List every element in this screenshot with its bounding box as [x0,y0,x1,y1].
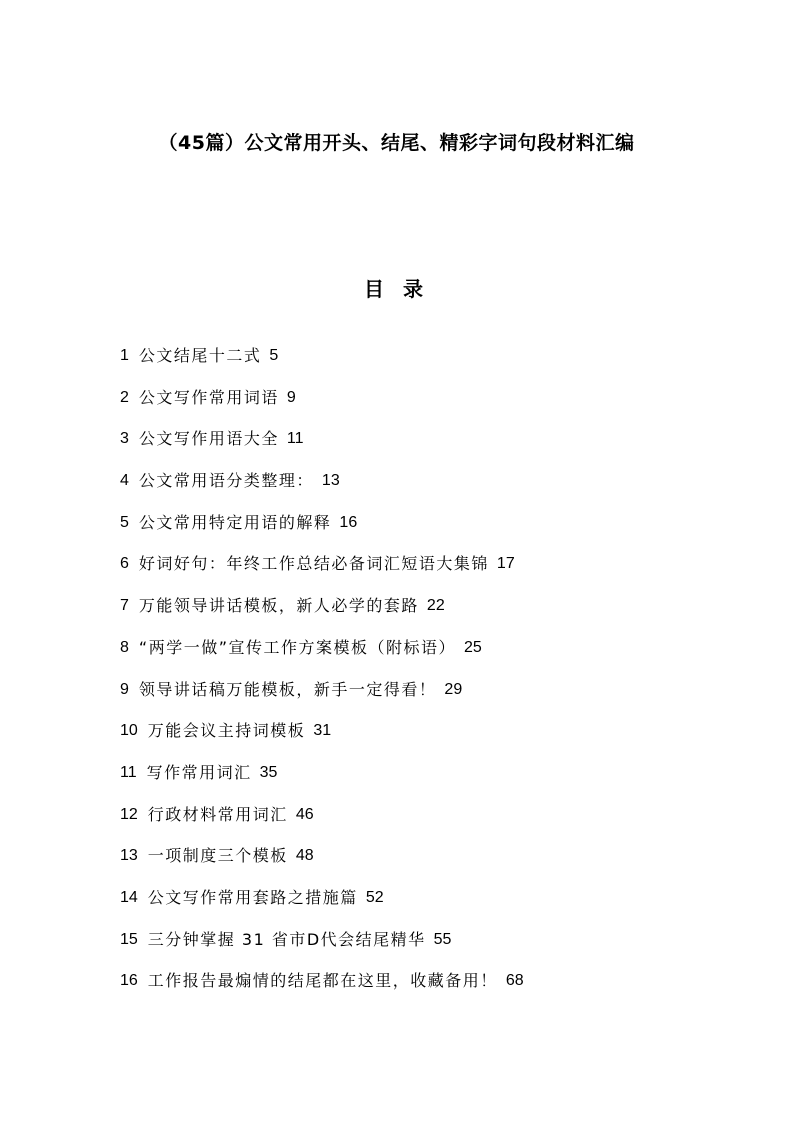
toc-entry-title: “两学一做”宣传工作方案模板（附标语） [138,637,456,657]
toc-entry-page: 55 [433,930,452,948]
toc-entry-number: 4 [120,472,129,490]
toc-entry[interactable] [120,342,740,384]
toc-entry[interactable] [120,634,740,676]
toc-entry-title: 工作报告最煽情的结尾都在这里，收藏备用！ [147,971,498,991]
toc-entry-page: 46 [295,805,314,823]
toc-entry-title: 公文结尾十二式 [138,346,262,365]
toc-entry[interactable] [120,884,740,926]
toc-entry[interactable] [120,759,740,801]
toc-entry-page: 16 [339,513,358,531]
toc-entry-title: 行政材料常用词汇 [147,804,288,824]
toc-entry-title: 公文写作用语大全 [138,429,279,449]
toc-entry-page: 48 [295,847,314,865]
toc-entry-title: 公文常用特定用语的解释 [138,512,332,532]
toc-entry-number: 14 [120,888,138,906]
toc-entry-page: 11 [286,430,304,448]
toc-entry-title: 一项制度三个模板 [147,846,288,866]
toc-entry-number: 10 [120,722,138,740]
toc-entry-page: 35 [259,763,278,781]
toc-entry-page: 25 [464,638,482,656]
toc-entry-number: 3 [120,430,129,448]
toc-entry-title: 万能会议主持词模板 [147,721,306,741]
toc-entry-number: 12 [120,805,138,823]
toc-entry-page: 52 [365,888,384,906]
toc-entry-number: 15 [120,930,138,948]
toc-entry-number: 1 [120,347,129,364]
toc-entry-number: 16 [120,972,138,990]
toc-entry[interactable] [120,676,740,718]
toc-entry-number: 8 [120,638,129,656]
toc-entry[interactable] [120,842,740,884]
toc-entry-page: 22 [426,597,445,615]
toc-heading: 目 录 [364,277,429,301]
toc-entry-number: 6 [120,555,129,573]
toc-entry-page: 5 [269,347,279,364]
toc-entry[interactable] [120,384,740,426]
toc-entry[interactable] [120,550,740,592]
toc-entry[interactable] [120,926,740,968]
toc-entry-title: 公文写作常用套路之措施篇 [147,887,358,907]
toc-entry-title: 万能领导讲话模板，新人必学的套路 [138,596,419,616]
document-title: （45篇）公文常用开头、结尾、精彩字词句段材料汇编 [158,132,635,154]
toc-entry-title: 领导讲话稿万能模板，新手一定得看！ [138,679,437,699]
toc-entry-number: 11 [120,763,137,781]
toc-entry-title: 公文常用语分类整理： [138,471,314,491]
toc-entry[interactable] [120,592,740,634]
toc-entry-title: 写作常用词汇 [146,762,252,782]
toc-entry[interactable] [120,509,740,551]
toc-list [120,342,740,1009]
toc-entry-title: 三分钟掌握 31 省市D代会结尾精华 [147,929,426,949]
toc-entry-number: 9 [120,680,129,698]
toc-entry-title: 好词好句：年终工作总结必备词汇短语大集锦 [138,554,489,574]
toc-entry[interactable] [120,967,740,1009]
toc-entry-number: 13 [120,847,138,865]
toc-entry-page: 29 [444,680,463,698]
toc-entry[interactable] [120,467,740,509]
toc-entry[interactable] [120,801,740,843]
toc-entry-page: 17 [496,555,515,573]
toc-entry-page: 68 [505,972,524,990]
toc-entry-number: 2 [120,388,129,406]
toc-entry-number: 5 [120,513,129,531]
toc-entry-number: 7 [120,597,129,615]
toc-entry-page: 13 [321,472,340,490]
toc-entry-page: 31 [313,722,332,740]
toc-entry[interactable] [120,717,740,759]
toc-entry[interactable] [120,425,740,467]
toc-entry-title: 公文写作常用词语 [138,387,279,407]
toc-entry-page: 9 [286,388,296,406]
